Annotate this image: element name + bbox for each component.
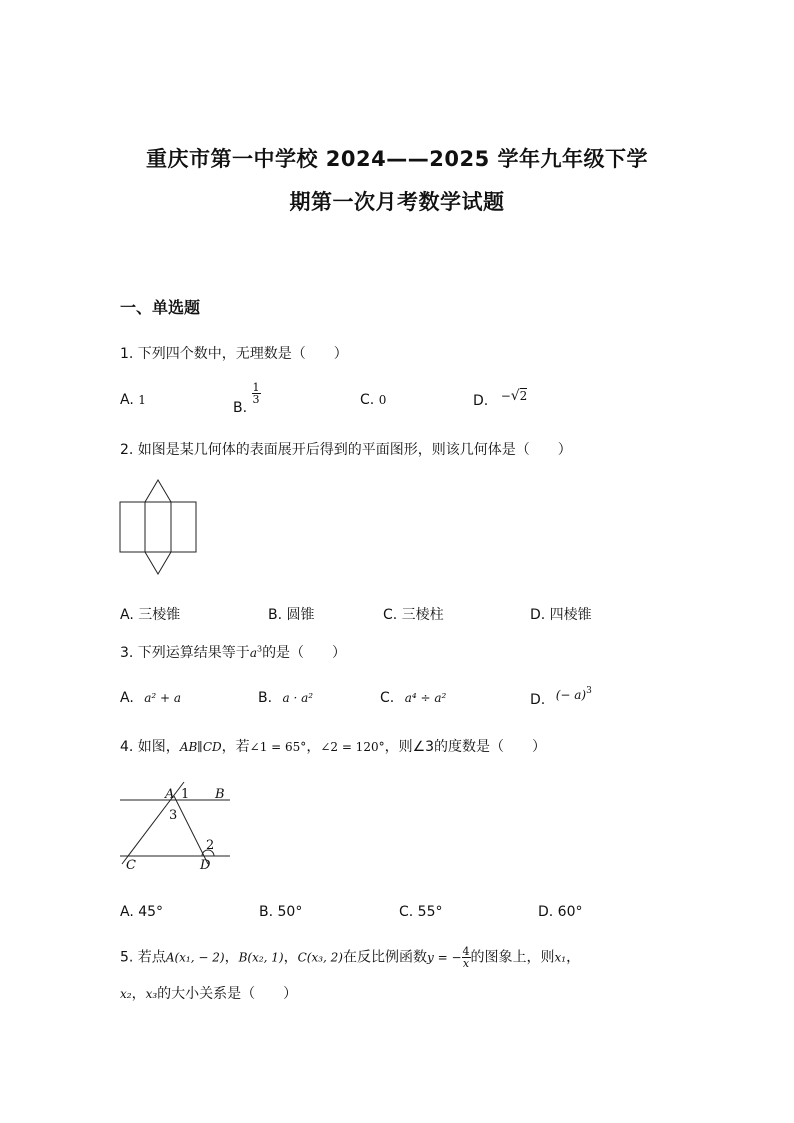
prism-net-figure <box>118 478 200 578</box>
question-4-stem <box>120 736 546 756</box>
q5-mid: 在反比例函数 <box>342 949 427 966</box>
q2-option-b: B. 圆锥 <box>268 607 315 623</box>
q3-stem-prefix: 3. 下列运算结果等于 <box>120 645 250 661</box>
q5-x2: x₂ <box>120 987 132 1001</box>
question-5-stem-line2 <box>120 983 297 1003</box>
q1-option-b-label: B. <box>233 399 248 416</box>
label-1: 1 <box>181 787 190 802</box>
q4-angle1: ∠1 = 65° <box>249 740 307 754</box>
q3-option-a <box>120 690 181 706</box>
q5-x1: x₁ <box>554 950 567 965</box>
q1-option-d-radicand: 2 <box>519 389 528 403</box>
q5-prefix: 5. 若点 <box>120 949 166 966</box>
q5-point-b: B(x₂, 1) <box>238 950 284 965</box>
section-heading: 一、单选题 <box>120 298 201 317</box>
fraction-denominator: x <box>462 957 470 970</box>
q4-stem-mid2: ， <box>306 739 321 755</box>
net-rectangles-outline <box>120 502 196 552</box>
q3-option-a-expr: a² + a <box>144 691 182 705</box>
q2-option-c: C. 三棱柱 <box>383 607 444 623</box>
q1-option-c-value: 0 <box>378 393 387 407</box>
q5-x3: x₃ <box>145 987 158 1001</box>
q3-option-a-label: A. <box>120 690 134 706</box>
q5-sep2: ， <box>283 949 298 966</box>
q1-option-a-label: A. <box>120 392 134 408</box>
q5-after: 的图象上，则 <box>470 949 555 966</box>
label-b: B <box>215 787 225 802</box>
q3-option-d <box>530 686 592 708</box>
question-3-stem <box>120 642 346 662</box>
q2-option-d: D. 四棱锥 <box>530 607 592 623</box>
q4-option-a: A. 45° <box>120 904 164 920</box>
label-a: A <box>165 787 175 802</box>
q1-option-b-fraction <box>252 382 261 405</box>
q2-option-a: A. 三棱锥 <box>120 607 181 623</box>
q5-func-fraction <box>462 946 471 969</box>
exam-title-line1: 重庆市第一中学校 2024——2025 学年九年级下学 <box>145 147 648 171</box>
q4-parallel: AB∥CD <box>179 740 222 754</box>
q4-option-d: D. 60° <box>538 904 583 920</box>
q5-point-c: C(x₃, 2) <box>297 950 343 965</box>
fraction-numerator: 4 <box>462 945 470 958</box>
q5-comma-end: ， <box>566 949 581 966</box>
label-3: 3 <box>169 808 178 823</box>
q5-line2-suffix: 的大小关系是（ ） <box>157 986 298 1002</box>
q3-stem-exp: 3 <box>256 644 263 654</box>
q5-sep1: ， <box>224 949 239 966</box>
exam-title-line2: 期第一次月考数学试题 <box>289 190 505 214</box>
q4-stem-suffix: ，则∠3的度数是（ ） <box>384 739 547 755</box>
q3-option-c-expr: a⁴ ÷ a² <box>404 691 447 705</box>
q1-option-c <box>360 392 386 408</box>
question-1-stem: 1. 下列四个数中，无理数是（ ） <box>120 346 348 362</box>
q1-option-c-label: C. <box>360 392 375 408</box>
q3-stem-var: a <box>249 646 257 660</box>
q3-option-b <box>258 690 313 706</box>
question-2-stem: 2. 如图是某几何体的表面展开后得到的平面图形，则该几何体是（ ） <box>120 442 572 458</box>
q3-stem-suffix: 的是（ ） <box>262 645 347 661</box>
q3-option-b-label: B. <box>258 690 273 706</box>
label-d: D <box>200 858 211 873</box>
q5-func-lhs: y = − <box>426 950 462 965</box>
question-5-stem-line1 <box>120 946 580 969</box>
q3-option-b-expr: a · a² <box>282 691 314 705</box>
q1-option-b <box>233 381 261 416</box>
parallel-lines-figure <box>118 780 234 874</box>
transversal-ac <box>122 782 184 864</box>
q1-option-d-sign: − <box>500 389 511 403</box>
sqrt-icon: √ <box>510 388 520 404</box>
q3-option-c-label: C. <box>380 690 395 706</box>
fraction-numerator: 1 <box>252 381 260 394</box>
q1-option-d <box>473 388 528 409</box>
q3-option-d-exp: 3 <box>586 686 592 696</box>
q4-option-b: B. 50° <box>259 904 303 920</box>
q3-option-d-label: D. <box>530 691 546 708</box>
q1-option-a-value: 1 <box>138 393 146 407</box>
q1-option-d-label: D. <box>473 393 489 409</box>
q5-point-a: A(x₁, − 2) <box>165 950 225 965</box>
label-c: C <box>126 858 136 873</box>
q4-stem-mid1: ，若 <box>221 739 250 755</box>
net-bottom-triangle <box>145 552 171 574</box>
label-2: 2 <box>206 838 215 853</box>
q4-stem-prefix: 4. 如图， <box>120 739 180 755</box>
net-top-triangle <box>145 480 171 502</box>
q3-option-c <box>380 690 446 706</box>
fraction-denominator: 3 <box>252 393 260 406</box>
q3-option-d-expr: (− a) <box>555 687 587 702</box>
q1-option-a <box>120 392 146 408</box>
q4-option-c: C. 55° <box>399 904 443 920</box>
q5-line2-sep: ， <box>131 986 146 1002</box>
q4-angle2: ∠2 = 120° <box>320 740 385 754</box>
